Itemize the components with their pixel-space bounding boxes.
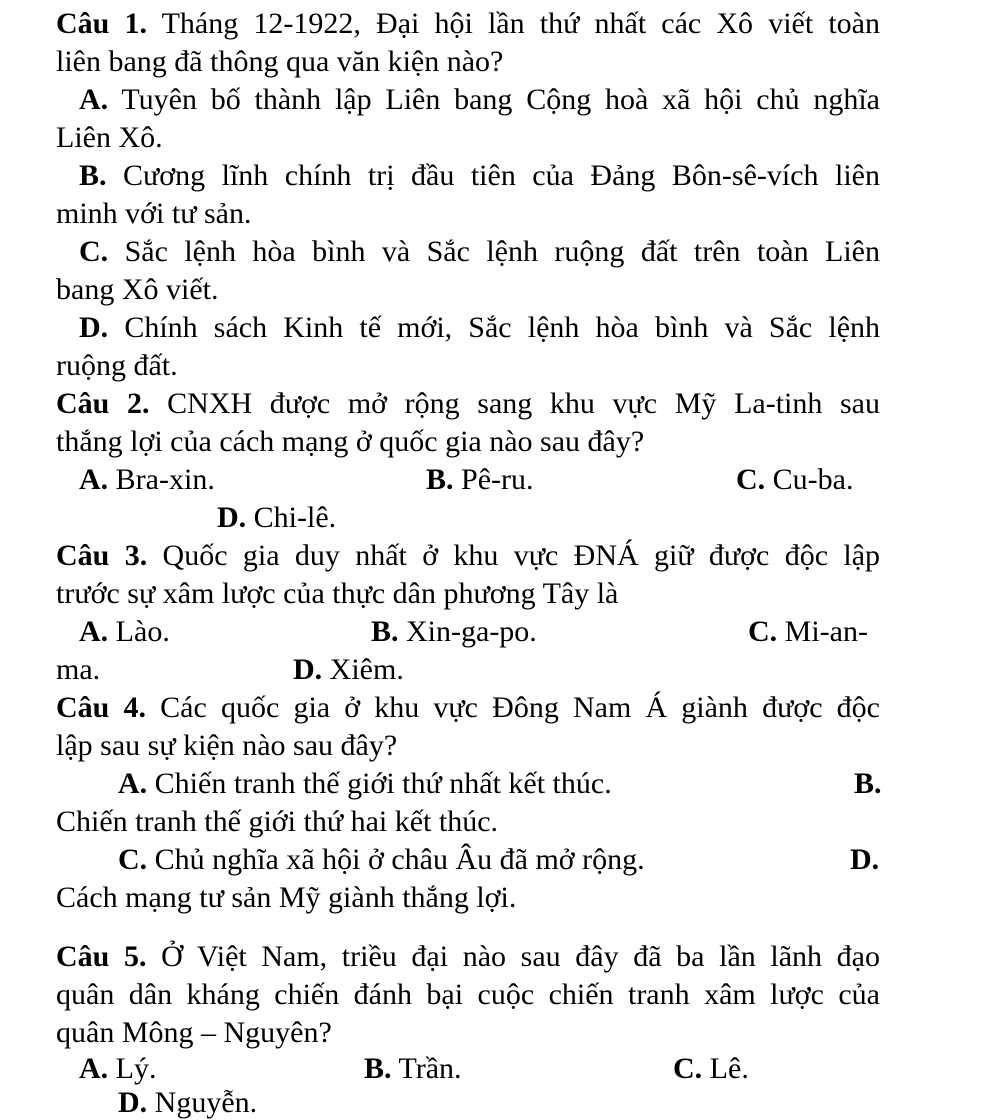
question-3-text: Quốc gia duy nhất ở khu vực ĐNÁ giữ được độc lập: [162, 539, 881, 572]
question-3-option-a[interactable]: [79, 613, 170, 651]
option-text: Chi-lê.: [253, 501, 337, 534]
question-1-option-c[interactable]: [79, 233, 880, 271]
question-1-option-b-cont: minh với tư sản.: [56, 197, 252, 230]
question-5-option-b[interactable]: [364, 1052, 462, 1086]
question-2-line-2: thắng lợi của cách mạng ở quốc gia nào sau đây?: [56, 425, 645, 458]
option-text: Chính sách Kinh tế mới, Sắc lệnh hòa bình và Sắc lệnh: [124, 311, 881, 344]
question-5-line-2: quân dân kháng chiến đánh bại cuộc chiến tranh xâm lược của: [56, 978, 880, 1011]
question-1-option-a[interactable]: [79, 81, 880, 119]
option-text: Chủ nghĩa xã hội ở châu Âu đã mở rộng.: [154, 843, 645, 876]
question-5-line-3: quân Mông – Nguyên?: [56, 1016, 332, 1049]
question-4-option-b[interactable]: Chiến tranh thế giới thứ hai kết thúc.: [56, 805, 499, 838]
option-text: Lào.: [115, 615, 170, 648]
option-label: D.: [293, 653, 323, 686]
question-4-option-b-label[interactable]: B.: [854, 767, 882, 800]
option-label: B.: [426, 463, 454, 496]
option-text: Cu-ba.: [772, 463, 854, 496]
option-text: Xiêm.: [329, 653, 404, 686]
question-4-label: Câu 4.: [56, 691, 147, 724]
question-2-line-1: [56, 385, 880, 423]
option-text: Xin-ga-po.: [406, 615, 537, 648]
question-1-line-2: liên bang đã thông qua văn kiện nào?: [56, 45, 504, 78]
option-label: A.: [79, 463, 109, 496]
option-text: Nguyễn.: [154, 1086, 258, 1119]
question-4-line-1: [56, 689, 880, 727]
option-text: Mi-an-: [784, 615, 868, 648]
option-text: Lý.: [115, 1052, 157, 1085]
option-text: Bra-xin.: [115, 463, 215, 496]
option-label: D.: [79, 311, 109, 344]
option-label: A.: [79, 1052, 109, 1085]
question-3-option-c-cont: ma.: [56, 653, 101, 686]
question-1-option-d[interactable]: [79, 309, 880, 347]
option-text: Tuyên bố thành lập Liên bang Cộng hoà xã hội chủ nghĩa: [121, 83, 880, 116]
option-text: Chiến tranh thế giới thứ nhất kết thúc.: [154, 767, 612, 800]
question-1-option-c-cont: bang Xô viết.: [56, 273, 219, 306]
question-1-option-a-cont: Liên Xô.: [56, 121, 163, 154]
question-4-line-2: lập sau sự kiện nào sau đây?: [56, 729, 398, 762]
question-1-line-1: [56, 5, 880, 43]
question-2-option-a[interactable]: [79, 461, 215, 499]
question-1-option-d-cont: ruộng đất.: [56, 349, 178, 382]
question-3-option-d[interactable]: [293, 651, 404, 689]
option-label: C.: [673, 1052, 703, 1085]
question-5-option-c[interactable]: [673, 1052, 749, 1086]
option-label: A.: [79, 615, 109, 648]
question-4-option-a[interactable]: [118, 765, 612, 803]
option-text: Sắc lệnh hòa bình và Sắc lệnh ruộng đất trên toàn Liên: [124, 235, 880, 268]
question-3-line-1: [56, 537, 880, 575]
question-4-option-c[interactable]: [118, 841, 645, 879]
question-3-line-2: trước sự xâm lược của thực dân phương Tây là: [56, 577, 619, 610]
option-label: D.: [217, 501, 247, 534]
question-2-text: CNXH được mở rộng sang khu vực Mỹ La-tinh sau: [167, 387, 880, 420]
question-5-option-a[interactable]: [79, 1052, 157, 1086]
question-3-label: Câu 3.: [56, 539, 148, 572]
option-label: C.: [118, 843, 148, 876]
option-label: C.: [736, 463, 766, 496]
question-4-option-d[interactable]: Cách mạng tư sản Mỹ giành thắng lợi.: [56, 881, 517, 914]
question-2-option-b[interactable]: [426, 461, 534, 499]
question-1-label: Câu 1.: [56, 7, 147, 40]
option-text: Cương lĩnh chính trị đầu tiên của Đảng Bôn-sê-vích liên: [123, 159, 880, 192]
option-label: A.: [79, 83, 109, 116]
question-5-text: Ở Việt Nam, triều đại nào sau đây đã ba lần lãnh đạo: [161, 940, 880, 973]
question-1-text: Tháng 12-1922, Đại hội lần thứ nhất các Xô viết toàn: [161, 7, 880, 40]
option-label: D.: [118, 1086, 148, 1119]
option-text: Pê-ru.: [461, 463, 534, 496]
option-label: B.: [364, 1052, 392, 1085]
question-2-option-c[interactable]: [736, 461, 854, 499]
question-4-text: Các quốc gia ở khu vực Đông Nam Á giành được độc: [160, 691, 880, 724]
question-2-option-d[interactable]: [217, 499, 336, 537]
option-label: C.: [748, 615, 778, 648]
question-2-label: Câu 2.: [56, 387, 150, 420]
option-text: Trần.: [398, 1052, 462, 1085]
question-5-option-d[interactable]: [118, 1086, 257, 1120]
question-5-line-1: [56, 938, 880, 976]
question-4-option-d-label[interactable]: D.: [850, 843, 880, 876]
question-5-label: Câu 5.: [56, 940, 147, 973]
option-label: A.: [118, 767, 148, 800]
question-3-option-c[interactable]: [748, 613, 868, 651]
question-1-option-b[interactable]: [79, 157, 880, 195]
option-label: C.: [79, 235, 109, 268]
option-label: B.: [79, 159, 107, 192]
question-3-option-b[interactable]: [371, 613, 537, 651]
option-text: Lê.: [709, 1052, 749, 1085]
option-label: B.: [371, 615, 399, 648]
